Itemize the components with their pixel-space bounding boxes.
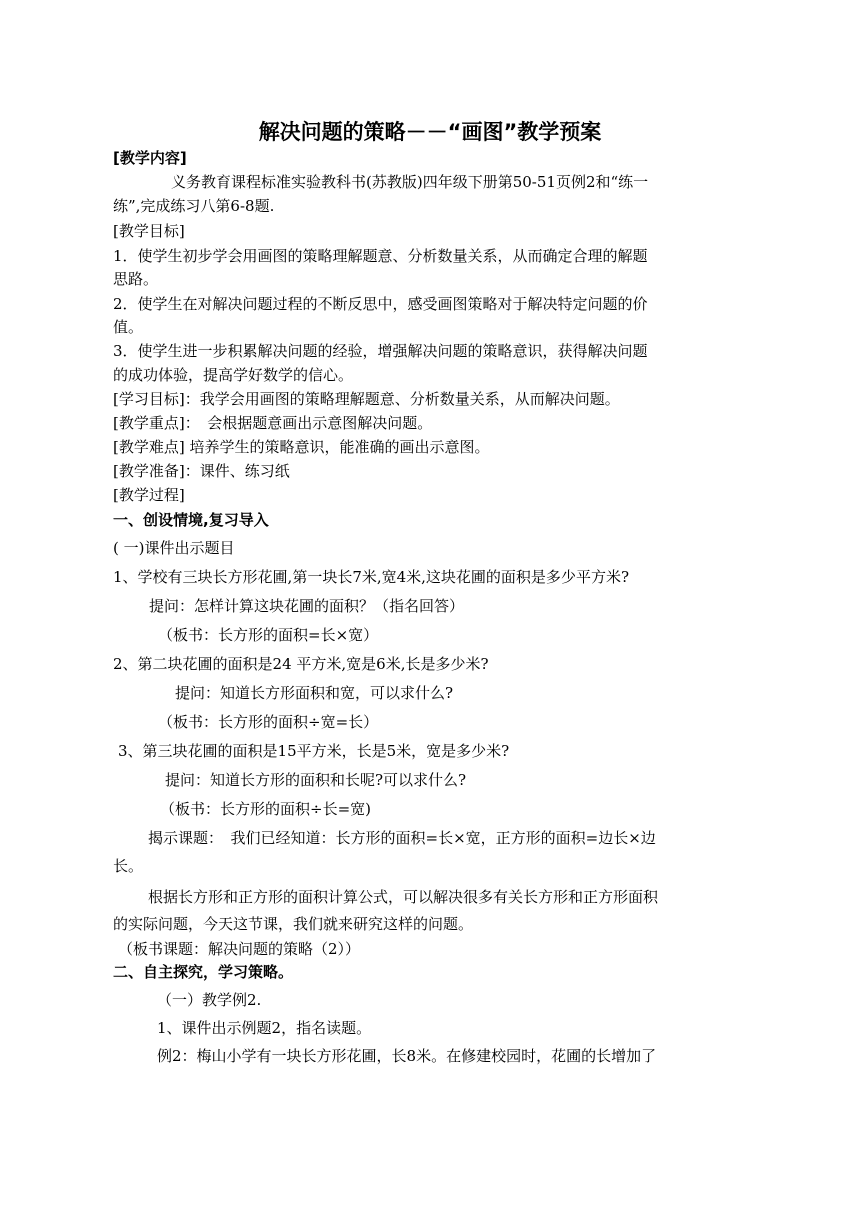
paragraph-line: 思路。 [113, 270, 159, 288]
paragraph-line: 提问：知道长方形面积和宽，可以求什么? [175, 684, 454, 702]
paragraph-line: 的成功体验，提高学好数学的信心。 [113, 366, 354, 384]
paragraph-line: 练”,完成练习八第6-8题. [113, 197, 275, 215]
paragraph-line: 2．使学生在对解决问题过程的不断反思中，感受画图策略对于解决特定问题的价 [113, 295, 648, 313]
paragraph-line: （板书课题：解决问题的策略（2）） [118, 940, 361, 958]
paragraph-line: 1、学校有三块长方形花圃,第一块长7米,宽4米,这块花圃的面积是多少平方米? [113, 568, 629, 586]
paragraph-line: （一）教学例2. [157, 991, 262, 1009]
paragraph-line: [学习目标]：我学会用画图的策略理解题意、分析数量关系，从而解决问题。 [113, 390, 620, 408]
paragraph-line: [教学重点]： 会根据题意画出示意图解决问题。 [113, 414, 433, 432]
paragraph-line: 值。 [113, 318, 144, 336]
paragraph-line: 揭示课题： 我们已经知道：长方形的面积=长×宽，正方形的面积=边长×边 [148, 829, 656, 847]
paragraph-line: 1．使学生初步学会用画图的策略理解题意、分析数量关系，从而确定合理的解题 [113, 247, 648, 265]
section-heading-part-2: 二、自主探究，学习策略。 [113, 963, 294, 981]
paragraph-line: （板书：长方形的面积÷宽=长） [158, 713, 379, 731]
paragraph-line: （板书：长方形的面积÷长=宽) [160, 800, 371, 818]
section-heading-part-1: 一、创设情境,复习导入 [113, 511, 269, 529]
paragraph-line: ( 一)课件出示题目 [113, 539, 235, 557]
paragraph-line: [教学难点] 培养学生的策略意识，能准确的画出示意图。 [113, 438, 490, 456]
document-title: 解决问题的策略－－“画图”教学预案 [258, 120, 602, 144]
paragraph-line: 3．使学生进一步积累解决问题的经验，增强解决问题的策略意识，获得解决问题 [113, 342, 648, 360]
paragraph-line: 提问：怎样计算这块花圃的面积？（指名回答） [149, 597, 465, 615]
paragraph-line: 3、第三块花圃的面积是15平方米，长是5米，宽是多少米? [118, 742, 510, 760]
paragraph-line: 义务教育课程标准实验教科书(苏教版)四年级下册第50-51页例2和“练一 [171, 173, 649, 191]
paragraph-line: 根据长方形和正方形的面积计算公式，可以解决很多有关长方形和正方形面积 [148, 888, 659, 906]
paragraph-line: 的实际问题，今天这节课，我们就来研究这样的问题。 [113, 915, 474, 933]
section-heading-teaching-process: [教学过程] [113, 486, 185, 504]
paragraph-line: 例2：梅山小学有一块长方形花圃，长8米。在修建校园时，花圃的长增加了 [157, 1047, 657, 1065]
paragraph-line: 1、课件出示例题2，指名读题。 [157, 1019, 372, 1037]
paragraph-line: 2、第二块花圃的面积是24 平方米,宽是6米,长是多少米? [113, 655, 489, 673]
paragraph-line: （板书：长方形的面积=长×宽） [158, 626, 379, 644]
paragraph-line: 提问：知道长方形的面积和长呢?可以求什么? [165, 771, 467, 789]
section-heading-teaching-content: [教学内容] [113, 149, 187, 167]
section-heading-teaching-goals: [教学目标] [113, 222, 185, 240]
paragraph-line: 长。 [113, 857, 144, 875]
paragraph-line: [教学准备]：课件、练习纸 [113, 462, 290, 480]
